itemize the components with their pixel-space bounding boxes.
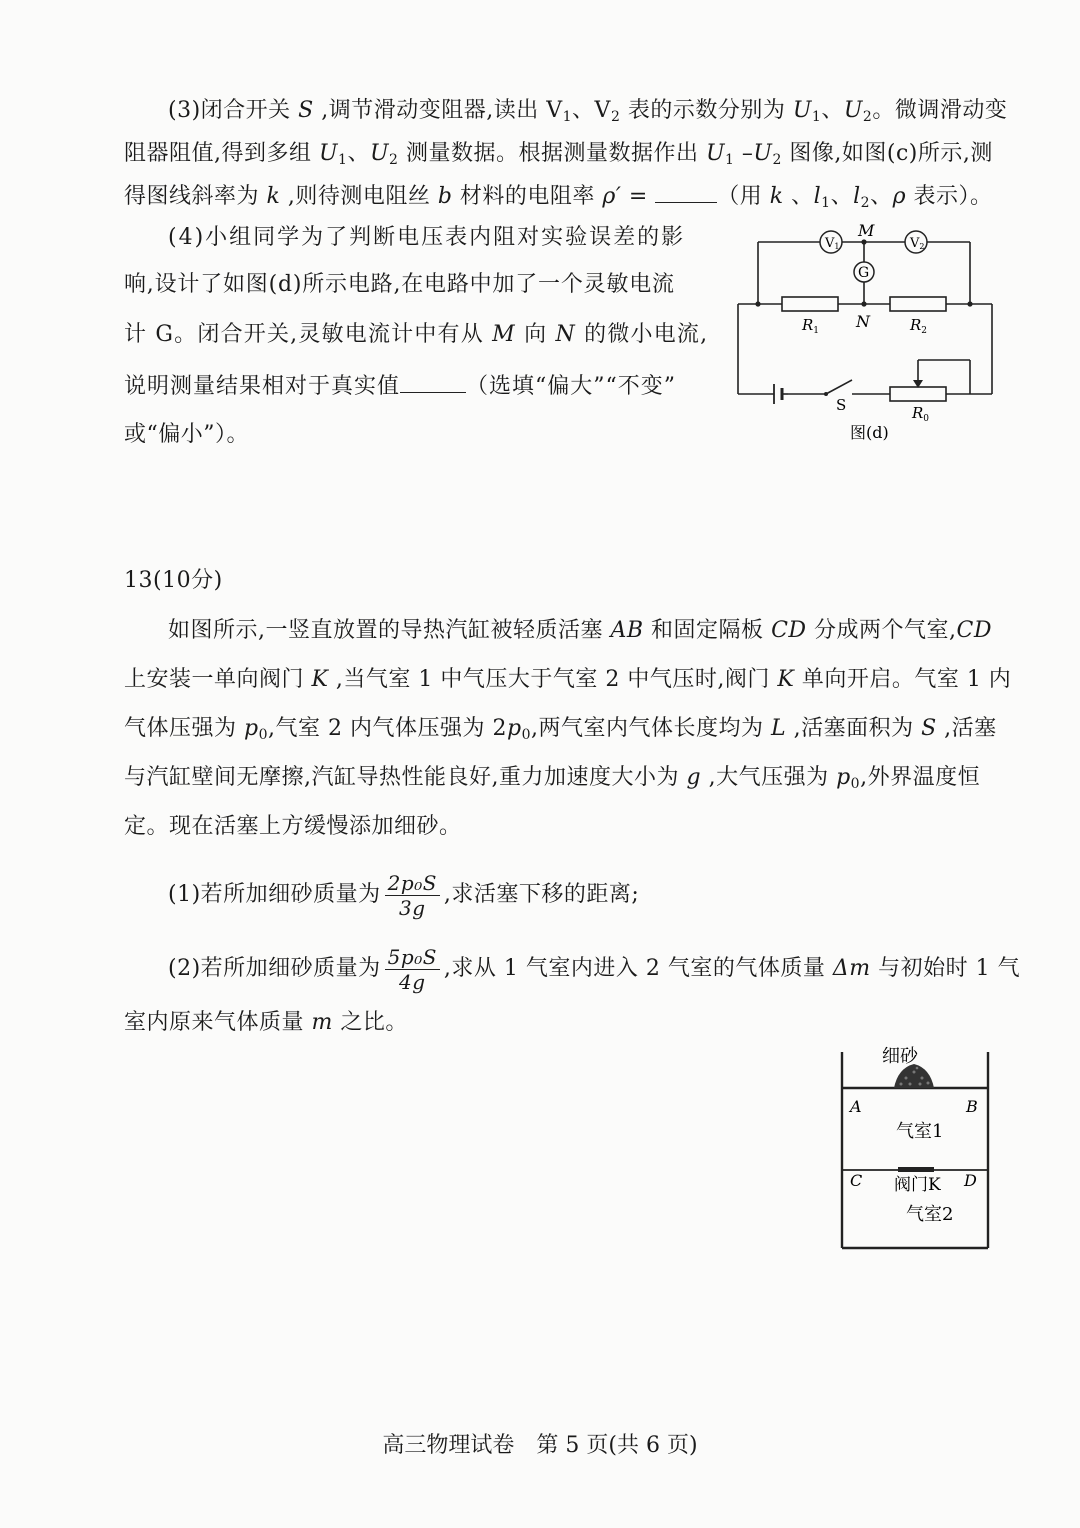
text: 之比。 <box>332 1010 408 1035</box>
text: ,外界温度恒 <box>860 765 981 790</box>
var-p: p <box>506 716 522 741</box>
text: 、 <box>347 141 370 166</box>
text: 说明测量结果相对于真实值 <box>124 374 401 399</box>
q13-header: 13(10分) <box>124 568 223 593</box>
switch-pivot <box>824 392 828 396</box>
text: ,活塞面积为 <box>786 716 922 741</box>
q13-sub1 <box>168 868 639 922</box>
text: 向 <box>515 322 556 347</box>
galvanometer-label: G <box>858 265 870 281</box>
text: 、 <box>821 98 844 123</box>
text: 如图所示,一竖直放置的导热汽缸被轻质活塞 <box>168 618 611 643</box>
var-N: N <box>555 322 576 347</box>
text: 表示）。 <box>906 184 993 209</box>
part4-line5: 或“偏小”）。 <box>124 422 249 447</box>
junction-dot <box>861 301 866 306</box>
q13-para-line3 <box>124 714 997 750</box>
var-L: L <box>771 716 787 741</box>
node-n-label: N <box>856 312 870 331</box>
text: 和固定隔板 <box>643 618 772 643</box>
var-S: S <box>298 98 314 123</box>
text: 表的示数分别为 <box>620 98 793 123</box>
text: 。微调滑动变 <box>872 98 1008 123</box>
var-rho: ρ <box>892 184 907 209</box>
var-p: p <box>244 716 259 741</box>
text: 的微小电流, <box>575 322 709 347</box>
text: ,则待测电阻丝 <box>280 184 438 209</box>
point-b-label: B <box>966 1097 978 1116</box>
q13-para-line4 <box>124 763 980 799</box>
point-d-label: D <box>964 1171 977 1190</box>
text: ,调节滑动变阻器,读出 V <box>313 98 563 123</box>
sub: 2 <box>860 195 871 211</box>
var-U2: U <box>843 98 863 123</box>
numerator: 5p₀S <box>385 945 440 970</box>
text: 材料的电阻率 <box>452 184 603 209</box>
var-p: p <box>836 765 851 790</box>
var-U1: U <box>705 141 725 166</box>
numerator: 2p₀S <box>385 871 440 896</box>
v1-label: V1 <box>825 236 840 251</box>
text: 测量数据。根据测量数据作出 <box>398 141 706 166</box>
sand-label: 细砂 <box>882 1046 918 1067</box>
var-K: K <box>311 667 329 692</box>
var-l1: l <box>813 184 822 209</box>
var-m: m <box>311 1010 333 1035</box>
var-l2: l <box>853 184 861 209</box>
page-footer: 高三物理试卷 第 5 页(共 6 页) <box>382 1433 698 1458</box>
cylinder-diagram <box>834 1042 998 1254</box>
part3-line3 <box>124 180 993 218</box>
text: 、 <box>830 184 854 209</box>
junction-dot <box>861 239 866 244</box>
node-m-label: M <box>858 221 875 240</box>
q13-sub2 <box>168 942 1020 996</box>
junction-dot <box>755 301 760 306</box>
sub: 2 <box>862 109 873 125</box>
text: 气体压强为 <box>124 716 244 741</box>
text: ,气室 2 内气体压强为 2 <box>268 716 507 741</box>
q13-para-line5: 定。现在活塞上方缓慢添加细砂。 <box>124 814 462 839</box>
sub: 1 <box>338 152 348 168</box>
text: 、V <box>572 98 611 123</box>
text: (3)闭合开关 <box>168 98 299 123</box>
text: 上安装一单向阀门 <box>124 667 312 692</box>
text: (1)若所加细砂质量为 <box>168 882 381 907</box>
circuit-diagram-d <box>730 220 1000 450</box>
text: 、 <box>783 184 814 209</box>
denominator: 4g <box>399 969 426 994</box>
text: 阻器阻值,得到多组 <box>124 141 319 166</box>
sub: 2 <box>772 152 782 168</box>
part4-line1: (4)小组同学为了判断电压表内阻对实验误差的影 <box>168 225 686 250</box>
text: 图像,如图(c)所示,测 <box>781 141 993 166</box>
sub: 1 <box>725 152 735 168</box>
part3-line1 <box>168 96 1007 132</box>
fraction-mass-1 <box>385 871 440 920</box>
text: 得图线斜率为 <box>124 184 267 209</box>
text: ,当气室 1 中气压大于气室 2 中气压时,阀门 <box>328 667 778 692</box>
figure-caption: 图(d) <box>850 423 889 442</box>
text: (2)若所加细砂质量为 <box>168 956 381 981</box>
switch-label: S <box>836 396 847 414</box>
text: ,求活塞下移的距离; <box>443 882 640 907</box>
text: 计 G。闭合开关,灵敏电流计中有从 <box>124 322 493 347</box>
r1-label: $R_1$ <box>802 316 820 336</box>
var-k: k <box>266 184 281 209</box>
text: 室内原来气体质量 <box>124 1010 312 1035</box>
fraction-mass-2 <box>385 945 440 994</box>
point-a-label: A <box>850 1097 862 1116</box>
r0-label: $R_0$ <box>912 404 930 424</box>
point-c-label: C <box>850 1171 863 1190</box>
valve-k-icon <box>898 1167 934 1172</box>
text: 、 <box>870 184 893 209</box>
sub: 1 <box>811 109 822 125</box>
answer-blank[interactable] <box>655 180 717 203</box>
part4-line4 <box>124 370 676 402</box>
sub: 0 <box>521 727 531 743</box>
sub: 0 <box>258 727 269 743</box>
var-AB: AB <box>610 618 644 643</box>
text: 单向开启。气室 1 内 <box>794 667 1012 692</box>
var-U1: U <box>319 141 339 166</box>
text: （用 <box>717 184 770 209</box>
part4-line3 <box>124 320 708 350</box>
text: = <box>621 184 656 209</box>
var-delta-m: Δm <box>832 956 871 981</box>
text: – <box>734 141 754 166</box>
text: （选填“偏大”“不变” <box>466 374 677 399</box>
var-k: k <box>769 184 784 209</box>
r2-label: $R_2$ <box>910 316 928 336</box>
var-CD: CD <box>771 618 807 643</box>
text: 分成两个气室, <box>806 618 957 643</box>
part3-line2 <box>124 139 993 175</box>
var-CD: CD <box>956 618 993 643</box>
sub: 2 <box>610 109 621 125</box>
var-U1: U <box>792 98 812 123</box>
text: ,两气室内气体长度均为 <box>531 716 771 741</box>
var-rho-prime: ρ′ <box>602 184 622 209</box>
denominator: 3g <box>399 895 426 920</box>
valve-label: 阀门K <box>894 1175 941 1195</box>
sub: 1 <box>821 195 831 211</box>
q13-para-line2 <box>124 665 1011 695</box>
var-g: g <box>686 765 702 790</box>
answer-blank[interactable] <box>400 370 466 393</box>
v2-label: V2 <box>910 236 925 251</box>
sub: 2 <box>389 152 399 168</box>
sub: 0 <box>850 776 861 792</box>
var-U2: U <box>753 141 773 166</box>
chamber-1-label: 气室1 <box>896 1121 944 1142</box>
chamber-2-label: 气室2 <box>906 1204 954 1225</box>
text: ,活塞 <box>936 716 997 741</box>
var-M: M <box>492 322 516 347</box>
text: ,求从 1 气室内进入 2 气室的气体质量 <box>443 956 833 981</box>
var-S: S <box>921 716 937 741</box>
text: 与汽缸壁间无摩擦,汽缸导热性能良好,重力加速度大小为 <box>124 765 687 790</box>
text: 与初始时 1 气 <box>870 956 1021 981</box>
var-K: K <box>777 667 795 692</box>
var-U2: U <box>369 141 390 166</box>
sub: 1 <box>562 109 573 125</box>
junction-dot <box>967 301 972 306</box>
part4-line2: 响,设计了如图(d)所示电路,在电路中加了一个灵敏电流 <box>124 272 675 297</box>
text: ,大气压强为 <box>701 765 837 790</box>
var-b: b <box>437 184 453 209</box>
q13-para-line1 <box>168 616 992 646</box>
q13-sub2-cont <box>124 1008 408 1038</box>
